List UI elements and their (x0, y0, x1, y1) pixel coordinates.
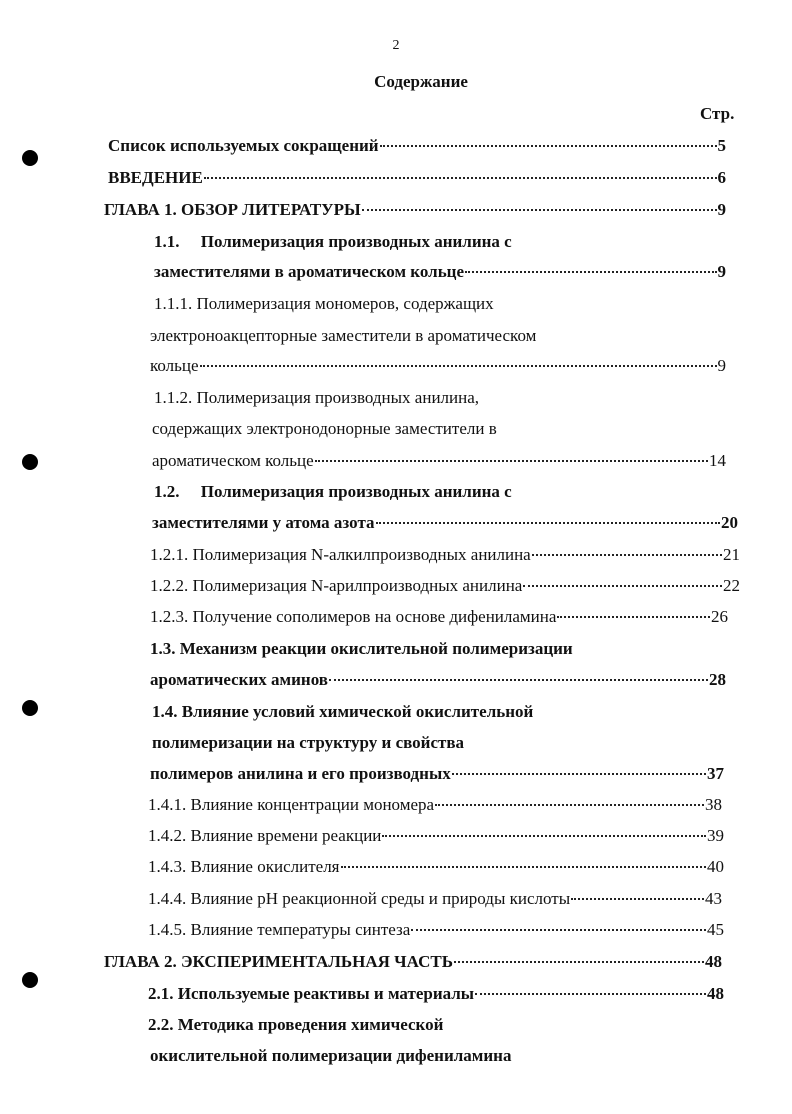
toc-entry-page: 28 (709, 670, 726, 689)
punch-hole (22, 972, 38, 988)
page-column-label: Стр. (700, 104, 735, 123)
page-title: Содержание (374, 72, 468, 91)
toc-entry-text: ГЛАВА 2. ЭКСПЕРИМЕНТАЛЬНАЯ ЧАСТЬ (104, 952, 453, 971)
toc-entry (148, 826, 724, 846)
toc-entry: содержащих электронодонорные заместители в (152, 419, 497, 438)
toc-entry: 1.1. Полимеризация производных анилина с (154, 232, 512, 251)
toc-entry-text: 1.4.3. Влияние окислителя (148, 857, 340, 876)
toc-entry-text: 1.4.1. Влияние концентрации мономера (148, 795, 435, 814)
toc-entry-page: 48 (707, 984, 724, 1003)
toc-entry (154, 262, 726, 282)
toc-entry-text: ГЛАВА 1. ОБЗОР ЛИТЕРАТУРЫ (104, 200, 361, 219)
toc-entry: 1.1.1. Полимеризация мономеров, содержащих (154, 294, 494, 313)
toc-entry (150, 670, 726, 690)
toc-entry: 1.1.2. Полимеризация производных анилина, (154, 388, 480, 407)
toc-entry (104, 952, 722, 972)
toc-entry-text: 1.2.1. Полимеризация N-алкилпроизводных анилина (150, 545, 531, 564)
toc-entry-text: 1.4.5. Влияние температуры синтеза (148, 920, 411, 939)
toc-entry (108, 168, 726, 188)
toc-entry-page: 5 (717, 136, 726, 155)
toc-entry (150, 356, 726, 376)
toc-entry-text: 1.4.4. Влияние pH реакционной среды и природы кислоты (148, 889, 571, 908)
toc-entry (148, 857, 724, 877)
toc-entry (108, 136, 726, 156)
toc-entry-page: 21 (723, 545, 740, 564)
toc-entry-text: ароматических аминов (150, 670, 328, 689)
toc-entry-text: заместителями у атома азота (152, 513, 375, 532)
toc-entry (152, 451, 726, 471)
toc-entry (150, 545, 740, 565)
toc-entry-text: 1.2.2. Полимеризация N-арилпроизводных анилина (150, 576, 523, 595)
toc-entry-page: 48 (705, 952, 722, 971)
toc-entry-page: 9 (717, 356, 726, 375)
punch-hole (22, 454, 38, 470)
toc-entry-page: 40 (707, 857, 724, 876)
toc-entry-page: 14 (709, 451, 726, 470)
toc-entry-page: 37 (707, 764, 724, 783)
page-number: 2 (392, 38, 400, 53)
toc-entry-text: заместителями в ароматическом кольце (154, 262, 465, 281)
toc-entry-text: 1.4.2. Влияние времени реакции (148, 826, 382, 845)
toc-entry-page: 22 (723, 576, 740, 595)
punch-hole (22, 150, 38, 166)
toc-entry (150, 576, 740, 596)
toc-entry (148, 889, 722, 909)
toc-entry (104, 200, 726, 220)
toc-entry-text: кольце (150, 356, 199, 375)
toc-entry-text: 2.1. Используемые реактивы и материалы (148, 984, 475, 1003)
toc-entry: 1.4. Влияние условий химической окислительной (152, 702, 534, 721)
toc-entry: окислительной полимеризации дифениламина (150, 1046, 512, 1065)
toc-entry: 1.2. Полимеризация производных анилина с (154, 482, 512, 501)
toc-entry (150, 607, 728, 627)
toc-entry (148, 920, 724, 940)
toc-entry: электроноакцепторные заместители в ароматическом (150, 326, 537, 345)
toc-entry (148, 795, 722, 815)
toc-entry-text: ароматическом кольце (152, 451, 314, 470)
toc-entry-page: 9 (717, 262, 726, 281)
toc-entry: 2.2. Методика проведения химической (148, 1015, 444, 1034)
toc-entry-text: ВВЕДЕНИЕ (108, 168, 203, 187)
toc-entry-text: полимеров анилина и его производных (150, 764, 451, 783)
toc-entry-page: 38 (705, 795, 722, 814)
toc-entry-page: 9 (717, 200, 726, 219)
toc-entry-page: 20 (721, 513, 738, 532)
toc-entry-text: 1.2.3. Получение сополимеров на основе дифениламина (150, 607, 557, 626)
toc-entry-page: 39 (707, 826, 724, 845)
toc-entry: полимеризации на структуру и свойства (152, 733, 465, 752)
punch-hole (22, 700, 38, 716)
toc-entry-page: 43 (705, 889, 722, 908)
toc-entry-text: Список используемых сокращений (108, 136, 379, 155)
toc-entry (148, 984, 724, 1004)
toc-entry (150, 764, 724, 784)
toc-entry-page: 45 (707, 920, 724, 939)
toc-entry-page: 26 (711, 607, 728, 626)
toc-entry-page: 6 (717, 168, 726, 187)
toc-entry: 1.3. Механизм реакции окислительной полимеризации (150, 639, 573, 658)
toc-entry (152, 513, 738, 533)
